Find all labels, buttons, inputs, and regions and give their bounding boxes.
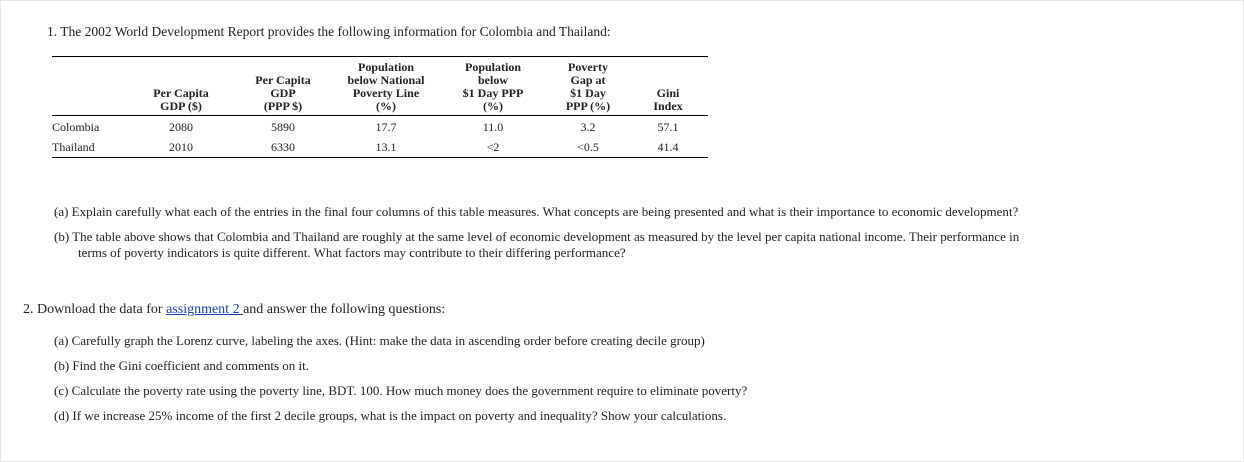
table-cell: <2 (486, 139, 500, 154)
header-gini: Gini Index (628, 57, 708, 116)
table-cell: 2080 (169, 119, 193, 134)
question-1-title: 1. The 2002 World Development Report provides the following information for Colombia and Thailand: (47, 24, 611, 39)
table-cell: 11.0 (482, 119, 504, 134)
question-2a: (a) Carefully graph the Lorenz curve, labeling the axes. (Hint: make the data in ascending order before creating decile group) (54, 333, 705, 348)
question-1a: (a) Explain carefully what each of the entries in the final four columns of this table measures. What concepts are being presented and what is their importance to economic development? (54, 204, 1019, 219)
table-cell: 13.1 (375, 139, 397, 154)
question-2-title (23, 302, 445, 318)
table-cell: 17.7 (375, 119, 397, 134)
table-header-row (52, 57, 708, 116)
table-cell: 6330 (271, 139, 295, 154)
country-data-table (52, 56, 708, 158)
table-cell: <0.5 (577, 139, 599, 154)
question-1b-line-1: (b) The table above shows that Colombia and Thailand are roughly at the same level of economic development as measured by the level per capita national income. Their performance in (54, 229, 1020, 244)
table-row (52, 137, 708, 158)
question-2b: (b) Find the Gini coefficient and comments on it. (54, 358, 310, 373)
header-country (52, 57, 130, 116)
header-dollar-day-poverty: Population below $1 Day PPP (%) (438, 57, 548, 116)
table-cell: 57.1 (657, 119, 679, 134)
table-cell: 5890 (271, 119, 295, 134)
row-country-name: Colombia (52, 119, 100, 134)
header-gdp-per-capita: Per Capita GDP ($) (130, 57, 232, 116)
question-2d: (d) If we increase 25% income of the first 2 decile groups, what is the impact on poverty and inequality? Show your calculations. (54, 408, 727, 423)
table-cell: 3.2 (580, 119, 596, 134)
question-2c: (c) Calculate the poverty rate using the poverty line, BDT. 100. How much money does the government require to eliminate poverty? (54, 383, 748, 398)
table-cell: 2010 (169, 139, 193, 154)
header-gdp-ppp: Per Capita GDP (PPP $) (232, 57, 334, 116)
table-cell: 41.4 (657, 139, 679, 154)
question-1b-line-2: terms of poverty indicators is quite different. What factors may contribute to their differing performance? (78, 245, 626, 260)
question-2-prefix: 2. Download the data for (23, 302, 167, 317)
table-row (52, 116, 708, 138)
header-poverty-gap: Poverty Gap at $1 Day PPP (%) (548, 57, 628, 116)
question-2-suffix: and answer the following questions: (243, 302, 446, 317)
assignment-2-link[interactable]: assignment 2 (166, 302, 244, 317)
row-country-name: Thailand (52, 139, 95, 154)
header-national-poverty: Population below National Poverty Line (%) (334, 57, 438, 116)
